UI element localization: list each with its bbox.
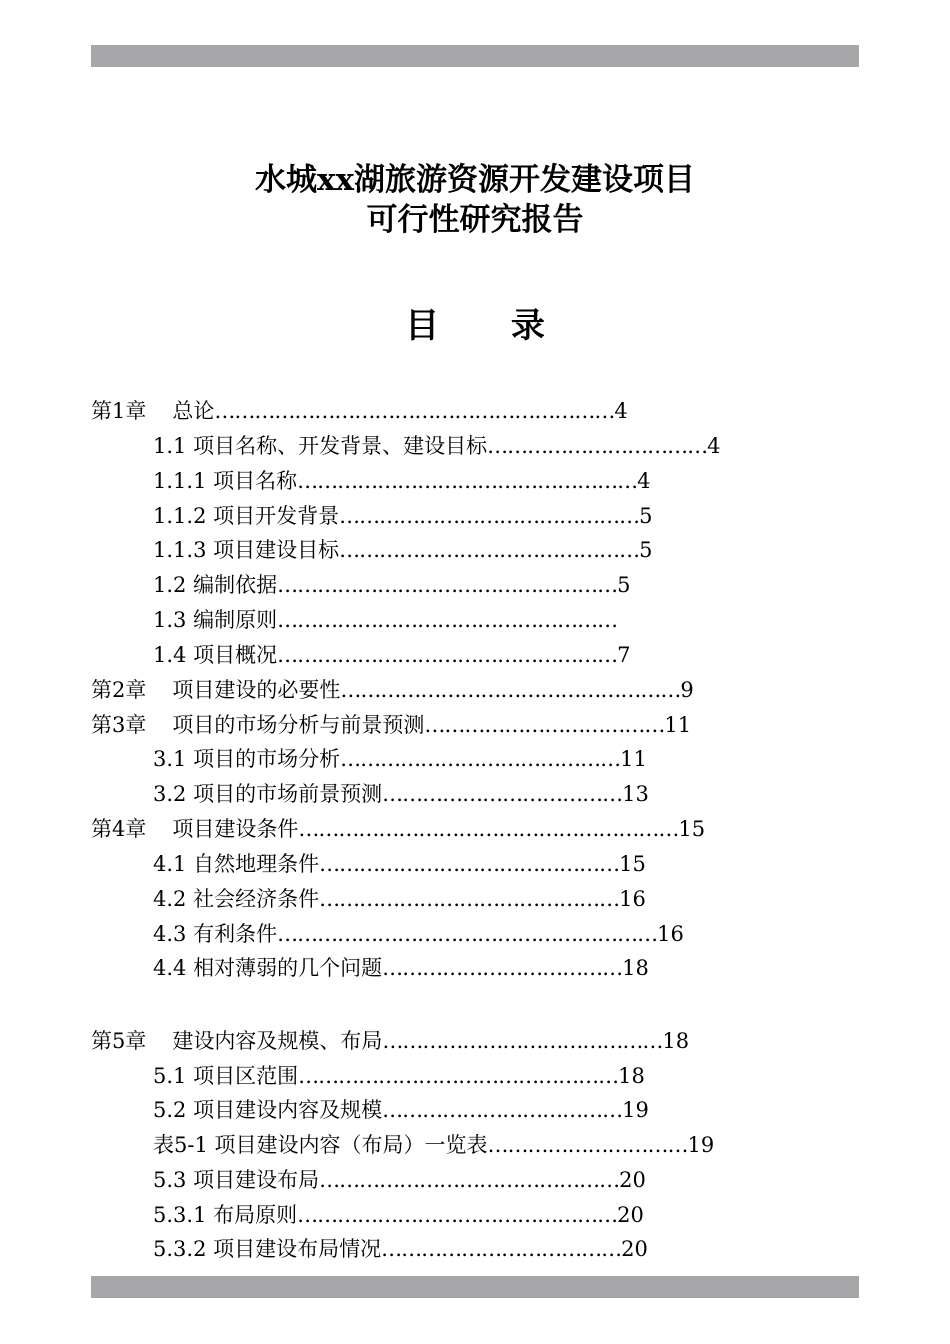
toc-entry-5-3-2[interactable] [153, 1234, 648, 1264]
toc-entry-text: 相对薄弱的几个问题 [193, 956, 383, 980]
toc-entry-text: 编制依据 [193, 573, 278, 597]
toc-entry-label: 4.3 [153, 922, 187, 946]
toc-entry-leader: …………………………………………… [277, 573, 618, 597]
toc-entry-label: 1.1.3 [153, 538, 207, 562]
toc-entry-5-2[interactable] [153, 1095, 649, 1125]
toc-entry-4-3[interactable] [153, 919, 684, 949]
toc-entry-text: 项目建设目标 [213, 538, 340, 562]
toc-entry-label: 第2章 [91, 678, 147, 702]
toc-entry-text: 项目建设布局 [193, 1168, 320, 1192]
toc-entry-3-1[interactable] [153, 744, 647, 774]
toc-entry-leader: ……………………………………… [319, 1168, 620, 1192]
toc-entry-1-1-3[interactable] [153, 535, 653, 565]
toc-entry-text: 社会经济条件 [193, 887, 320, 911]
toc-entry-label: 4.4 [153, 956, 187, 980]
header-bar [91, 45, 859, 67]
toc-entry-label: 第5章 [91, 1029, 147, 1053]
toc-entry-text: 项目名称、开发背景、建设目标 [193, 434, 488, 458]
toc-entry-leader: …………………………………………… [340, 678, 681, 702]
toc-entry-page: 5 [639, 504, 653, 528]
toc-entry-label: 第1章 [91, 399, 147, 423]
toc-entry-text: 项目建设的必要性 [172, 678, 341, 702]
toc-entry-page: 18 [622, 956, 649, 980]
toc-entry-leader: ……………………………………… [319, 852, 620, 876]
toc-entry-text: 项目区范围 [193, 1064, 299, 1088]
toc-entry-1-1[interactable] [153, 431, 720, 461]
toc-entry-label: 3.1 [153, 747, 187, 771]
toc-entry-leader: ……………………………………… [339, 504, 640, 528]
toc-entry-table-5-1[interactable] [153, 1130, 714, 1160]
toc-entry-1-1-2[interactable] [153, 501, 653, 531]
toc-entry-leader: …………………………………… [340, 747, 621, 771]
toc-entry-page: 7 [617, 643, 631, 667]
toc-entry-page: 11 [620, 747, 647, 771]
toc-entry-5-1[interactable] [153, 1061, 645, 1091]
toc-entry-leader: …………………………………………………… [214, 399, 615, 423]
toc-heading: 目 录 [405, 306, 575, 346]
toc-entry-text: 总论 [172, 399, 215, 423]
toc-entry-text: 项目的市场分析 [193, 747, 341, 771]
toc-entry-leader: ……………………………… [382, 782, 623, 806]
toc-entry-text: 项目建设布局情况 [213, 1237, 382, 1261]
toc-entry-page: 20 [617, 1203, 644, 1227]
toc-entry-page: 15 [619, 852, 646, 876]
toc-entry-text: 有利条件 [193, 922, 278, 946]
toc-entry-leader: …………………………………………… [297, 469, 638, 493]
toc-entry-page: 20 [621, 1237, 648, 1261]
toc-entry-leader: ……………………………………… [319, 887, 620, 911]
toc-entry-page: 18 [618, 1064, 645, 1088]
toc-entry-text: 自然地理条件 [193, 852, 320, 876]
toc-entry-page: 5 [617, 573, 631, 597]
toc-entry-leader: ……………………………… [382, 956, 623, 980]
toc-entry-5-3[interactable] [153, 1165, 646, 1195]
toc-entry-page: 13 [622, 782, 649, 806]
toc-entry-page: 4 [637, 469, 651, 493]
toc-entry-page: 16 [657, 922, 684, 946]
toc-entry-text: 项目的市场前景预测 [193, 782, 383, 806]
toc-entry-text: 项目名称 [213, 469, 298, 493]
toc-entry-page: 9 [680, 678, 694, 702]
toc-entry-label: 4.1 [153, 852, 187, 876]
toc-entry-text: 项目建设内容（布局）一览表 [214, 1133, 488, 1157]
toc-entry-4-2[interactable] [153, 884, 646, 914]
toc-entry-label: 1.1.1 [153, 469, 207, 493]
toc-entry-leader: ……………………………………… [339, 538, 640, 562]
toc-entry-text: 建设内容及规模、布局 [172, 1029, 383, 1053]
toc-entry-leader: …………………………………… [382, 1029, 663, 1053]
toc-entry-page: 4 [707, 434, 721, 458]
toc-entry-leader: ………………………… [487, 1133, 688, 1157]
toc-entry-4-1[interactable] [153, 849, 646, 879]
toc-entry-label: 5.3 [153, 1168, 187, 1192]
toc-entry-page: 18 [662, 1029, 690, 1053]
toc-entry-leader: …………………………………………… [277, 608, 618, 632]
toc-entry-label: 1.3 [153, 608, 187, 632]
toc-entry-page: 5 [639, 538, 653, 562]
toc-entry-text: 编制原则 [193, 608, 278, 632]
toc-entry-text: 项目建设条件 [172, 817, 299, 841]
toc-entry-chapter-3[interactable] [91, 710, 691, 740]
toc-entry-label: 4.2 [153, 887, 187, 911]
toc-entry-text: 布局原则 [213, 1203, 298, 1227]
toc-entry-leader: ………………………………………… [298, 1064, 619, 1088]
toc-entry-label: 1.1.2 [153, 504, 207, 528]
toc-entry-label: 第4章 [91, 817, 147, 841]
toc-entry-leader: …………………………… [487, 434, 708, 458]
toc-entry-leader: …………………………………………… [277, 643, 618, 667]
toc-entry-4-4[interactable] [153, 953, 649, 983]
toc-entry-label: 第3章 [91, 713, 147, 737]
toc-entry-page: 19 [687, 1133, 715, 1157]
toc-entry-label: 5.1 [153, 1064, 187, 1088]
toc-entry-label: 1.2 [153, 573, 187, 597]
toc-entry-leader: ………………………………………………… [298, 817, 679, 841]
toc-entry-text: 项目开发背景 [213, 504, 340, 528]
toc-entry-text: 项目概况 [193, 643, 278, 667]
toc-entry-1-3[interactable] [153, 605, 617, 635]
toc-entry-1-4[interactable] [153, 640, 630, 670]
toc-entry-page: 20 [619, 1168, 646, 1192]
toc-entry-chapter-2[interactable] [91, 675, 694, 705]
toc-entry-page: 15 [678, 817, 706, 841]
toc-entry-label: 5.3.2 [153, 1237, 207, 1261]
report-title-line2: 可行性研究报告 [366, 202, 584, 238]
toc-entry-3-2[interactable] [153, 779, 649, 809]
toc-entry-chapter-1[interactable] [91, 396, 628, 426]
toc-entry-1-2[interactable] [153, 570, 630, 600]
toc-entry-page: 11 [664, 713, 692, 737]
toc-entry-page: 4 [614, 399, 628, 423]
footer-bar [91, 1276, 859, 1298]
toc-entry-leader: ……………………………… [381, 1237, 622, 1261]
toc-entry-label: 5.2 [153, 1098, 187, 1122]
toc-entry-leader: ……………………………… [382, 1098, 623, 1122]
toc-entry-1-1-1[interactable] [153, 466, 651, 496]
toc-entry-leader: ………………………………………… [297, 1203, 618, 1227]
toc-entry-label: 3.2 [153, 782, 187, 806]
toc-entry-chapter-5[interactable] [91, 1026, 689, 1056]
toc-entry-leader: ………………………………………………… [277, 922, 658, 946]
toc-entry-label: 5.3.1 [153, 1203, 207, 1227]
toc-entry-text: 项目建设内容及规模 [193, 1098, 383, 1122]
toc-entry-label: 1.4 [153, 643, 187, 667]
toc-entry-text: 项目的市场分析与前景预测 [172, 713, 425, 737]
toc-entry-label: 表5-1 [153, 1133, 208, 1157]
toc-entry-chapter-4[interactable] [91, 814, 705, 844]
toc-entry-leader: ……………………………… [424, 713, 665, 737]
toc-entry-page: 19 [622, 1098, 649, 1122]
report-title-line1: 水城xx湖旅游资源开发建设项目 [255, 162, 695, 198]
toc-entry-label: 1.1 [153, 434, 187, 458]
toc-entry-5-3-1[interactable] [153, 1200, 644, 1230]
toc-entry-page: 16 [619, 887, 646, 911]
